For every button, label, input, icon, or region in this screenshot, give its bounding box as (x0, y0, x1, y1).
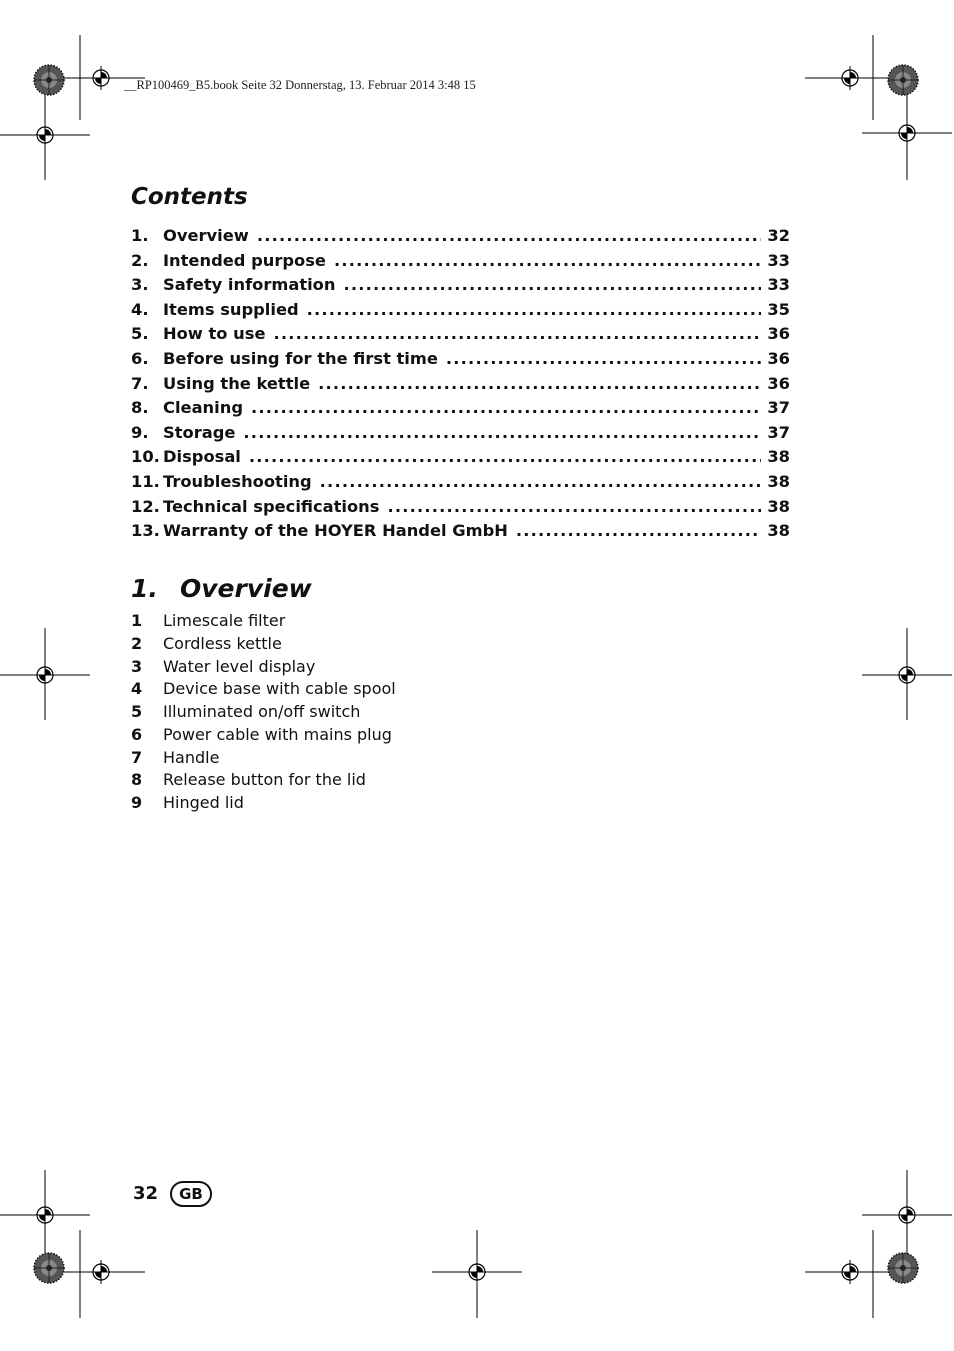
overview-part-item (131, 702, 396, 725)
toc-leader-dots (251, 398, 761, 417)
toc-entry-title: Cleaning (163, 398, 243, 418)
toc-entry-page: 37 (767, 422, 790, 442)
overview-part-item (131, 770, 396, 793)
toc-entry-title: Disposal (163, 447, 241, 467)
toc-entry-number: 4. (131, 299, 149, 319)
toc-entry-number: 7. (131, 373, 149, 393)
toc-entry-number: 10. (131, 447, 160, 467)
overview-part-item (131, 611, 396, 634)
part-number: 6 (131, 724, 143, 744)
toc-leader-dots (273, 324, 761, 343)
overview-part-item (131, 793, 396, 816)
toc-entry-number: 11. (131, 471, 160, 491)
part-label: Limescale filter (163, 611, 286, 630)
toc-entry-number: 13. (131, 521, 160, 541)
toc-leader-dots (249, 447, 761, 466)
part-label: Handle (163, 747, 220, 767)
toc-entry-page: 33 (767, 275, 790, 295)
part-number: 5 (131, 702, 143, 721)
toc-entry-title: Intended purpose (163, 250, 326, 270)
overview-part-item (131, 725, 396, 748)
part-number: 9 (131, 793, 143, 812)
overview-part-item (131, 634, 396, 657)
toc-entry (131, 300, 790, 325)
part-number: 7 (131, 747, 143, 767)
toc-entry-page: 37 (767, 398, 790, 418)
toc-leader-dots (446, 349, 761, 368)
toc-entry (131, 324, 790, 349)
toc-entry-page: 36 (767, 324, 790, 344)
part-label: Power cable with mains plug (163, 724, 392, 744)
overview-heading (131, 574, 312, 603)
toc-entry-page: 38 (767, 471, 790, 491)
toc-entry-number: 2. (131, 250, 149, 270)
toc-entry-title: Troubleshooting (163, 471, 312, 491)
print-file-header: __RP100469_B5.book Seite 32 Donnerstag, 13. Februar 2014 3:48 15 (124, 78, 476, 92)
toc-entry-page: 36 (767, 348, 790, 368)
toc-entry-title: Using the kettle (163, 373, 311, 393)
toc-entry-title: Storage (163, 422, 236, 442)
toc-entry-number: 12. (131, 496, 160, 516)
overview-heading-number: 1. (131, 574, 158, 603)
overview-parts-list (131, 611, 396, 816)
part-label: Illuminated on/off switch (163, 702, 361, 721)
toc-entry (131, 226, 790, 251)
toc-entry (131, 374, 790, 399)
toc-leader-dots (320, 472, 762, 491)
toc-entry (131, 447, 790, 472)
language-badge: GB (170, 1181, 212, 1207)
overview-heading-text: Overview (180, 574, 312, 603)
table-of-contents (131, 226, 790, 546)
toc-entry-number: 3. (131, 275, 149, 295)
toc-entry (131, 472, 790, 497)
toc-entry-title: Overview (163, 226, 249, 245)
toc-leader-dots (307, 300, 762, 319)
page-number: 32 (133, 1183, 159, 1204)
part-label: Device base with cable spool (163, 679, 396, 699)
toc-entry-page: 38 (767, 521, 790, 541)
toc-entry (131, 398, 790, 423)
toc-entry-title: Warranty of the HOYER Handel GmbH (163, 521, 508, 541)
part-label: Release button for the lid (163, 770, 366, 790)
contents-heading: Contents (131, 184, 248, 210)
toc-leader-dots (387, 497, 761, 516)
toc-entry-number: 6. (131, 348, 149, 368)
toc-leader-dots (516, 521, 761, 540)
toc-entry (131, 349, 790, 374)
part-label: Water level display (163, 656, 316, 676)
toc-entry-title: Safety information (163, 275, 336, 295)
part-number: 1 (131, 611, 143, 630)
toc-entry-title: Technical specifications (163, 496, 380, 516)
toc-leader-dots (318, 374, 761, 393)
toc-entry-page: 36 (767, 373, 790, 393)
toc-entry (131, 521, 790, 546)
toc-entry-page: 35 (767, 299, 790, 319)
toc-entry (131, 497, 790, 522)
part-label: Hinged lid (163, 793, 244, 812)
part-number: 4 (131, 679, 143, 699)
part-number: 2 (131, 633, 143, 653)
toc-entry (131, 275, 790, 300)
part-number: 3 (131, 656, 143, 676)
part-number: 8 (131, 770, 143, 790)
toc-entry-title: Items supplied (163, 299, 299, 319)
toc-entry-number: 8. (131, 398, 149, 418)
toc-entry (131, 423, 790, 448)
toc-leader-dots (243, 423, 761, 442)
toc-leader-dots (334, 251, 761, 270)
overview-part-item (131, 679, 396, 702)
part-label: Cordless kettle (163, 633, 282, 653)
toc-leader-dots (257, 226, 762, 245)
toc-entry-number: 9. (131, 422, 149, 442)
toc-entry-title: Before using for the first time (163, 348, 438, 368)
toc-entry-number: 5. (131, 324, 149, 344)
toc-entry (131, 251, 790, 276)
overview-part-item (131, 657, 396, 680)
toc-entry-page: 32 (767, 226, 790, 245)
toc-entry-title: How to use (163, 324, 266, 344)
overview-part-item (131, 748, 396, 771)
toc-entry-page: 38 (767, 447, 790, 467)
toc-entry-number: 1. (131, 226, 149, 245)
toc-entry-page: 33 (767, 250, 790, 270)
toc-entry-page: 38 (767, 496, 790, 516)
toc-leader-dots (343, 275, 761, 294)
